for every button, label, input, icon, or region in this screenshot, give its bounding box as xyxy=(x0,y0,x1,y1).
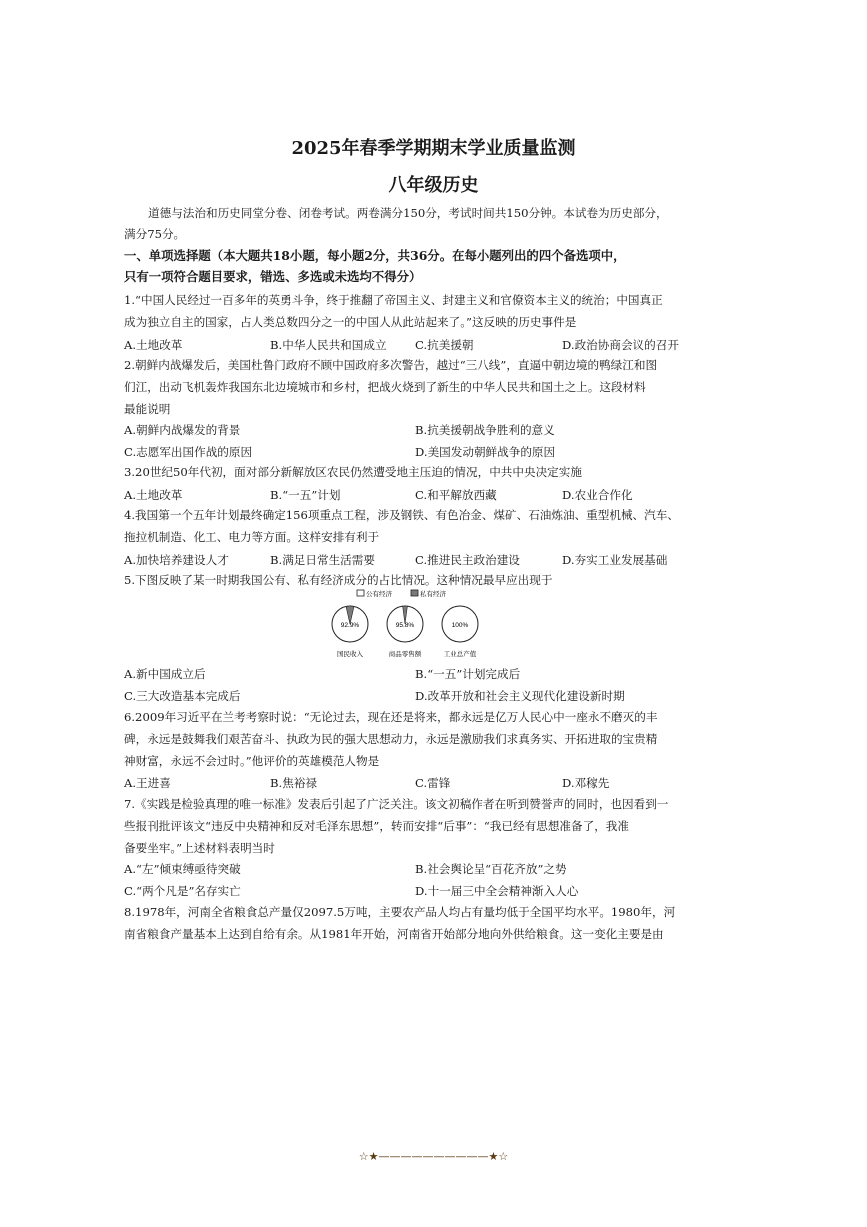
option-a: A.土地改革 xyxy=(124,488,183,502)
option-a: A.新中国成立后 xyxy=(124,667,206,681)
question-text: 最能说明 xyxy=(124,402,171,416)
option-d: D.改革开放和社会主义现代化建设新时期 xyxy=(415,689,625,703)
option-a: A.王进喜 xyxy=(124,776,171,790)
question-text: 6.2009年习近平在兰考考察时说：“无论过去，现在还是将来，都永远是亿万人民心中一座永不磨灭的丰 xyxy=(124,710,658,724)
option-b: B.满足日常生活需要 xyxy=(270,553,375,567)
option-a: A.加快培养建设人才 xyxy=(124,553,229,567)
option-b: B.“一五”计划完成后 xyxy=(415,667,521,681)
question-text: 南省粮食产量基本上达到自给有余。从1981年开始，河南省开始部分地向外供给粮食。这一变化主要是由 xyxy=(124,927,664,941)
question-text: 8.1978年，河南全省粮食总产量仅2097.5万吨，主要农产品人均占有量均低于全国平均水平。1980年，河 xyxy=(124,905,676,919)
pie-2-category-label: 商品零售额 xyxy=(388,651,422,658)
legend-swatch-public xyxy=(357,590,364,596)
pie-2-value-label: 95.8% xyxy=(395,622,415,629)
pie-3-category-label: 工业总产值 xyxy=(443,651,477,658)
option-c: C.推进民主政治建设 xyxy=(415,553,520,567)
question-text: 7.《实践是检验真理的唯一标准》发表后引起了广泛关注。该文初稿作者在听到赞誉声的同时，也因看到一 xyxy=(124,797,669,811)
question-text: 2.朝鲜内战爆发后，美国杜鲁门政府不顾中国政府多次警告，越过“三八线”，直逼中朝边境的鸭绿江和图 xyxy=(124,358,658,372)
question-text: 碑，永远是鼓舞我们艰苦奋斗、执政为民的强大思想动力，永远是激励我们求真务实、开拓进取的宝贵精 xyxy=(124,732,658,746)
page-footer-ornament: ☆★——————————★☆ xyxy=(358,1150,509,1163)
intro-line: 道德与法治和历史同堂分卷、闭卷考试。两卷满分150分，考试时间共150分钟。本试卷为历史部分， xyxy=(148,206,668,220)
option-c: C.志愿军出国作战的原因 xyxy=(124,445,253,459)
option-d: D.农业合作化 xyxy=(562,488,633,502)
pie-1-value-label: 92.9% xyxy=(340,622,360,629)
intro-line: 满分75分。 xyxy=(124,227,186,241)
economy-pie-charts xyxy=(327,588,487,660)
question-text: 5.下图反映了某一时期我国公有、私有经济成分的占比情况。这种情况最早应出现于 xyxy=(124,573,553,587)
exam-subtitle: 八年级历史 xyxy=(388,175,479,196)
option-d: D.政治协商会议的召开 xyxy=(562,338,679,352)
option-d: D.夯实工业发展基础 xyxy=(562,553,668,567)
question-text: 神财富，永远不会过时。”他评价的英雄模范人物是 xyxy=(124,754,380,768)
legend-label-public: 公有经济 xyxy=(366,591,392,598)
option-b: B.抗美援朝战争胜利的意义 xyxy=(415,423,555,437)
question-text: 成为独立自主的国家，占人类总数四分之一的中国人从此站起来了。”这反映的历史事件是 xyxy=(124,315,577,329)
question-text: 备要坐牢。”上述材料表明当时 xyxy=(124,841,275,855)
option-c: C.抗美援朝 xyxy=(415,338,474,352)
option-b: B.“一五”计划 xyxy=(270,488,341,502)
question-text: 些报刊批评该文“违反中央精神和反对毛泽东思想”，转而安排“后事”：“我已经有思想准备了，我准 xyxy=(124,819,629,833)
option-c: C.雷锋 xyxy=(415,776,451,790)
option-a: A.土地改革 xyxy=(124,338,183,352)
option-d: D.邓稼先 xyxy=(562,776,610,790)
option-b: B.社会舆论呈“百花齐放”之势 xyxy=(415,862,567,876)
exam-title: 2025年春季学期期末学业质量监测 xyxy=(291,138,576,159)
option-a: A.“左”倾束缚亟待突破 xyxy=(124,862,241,876)
option-b: B.中华人民共和国成立 xyxy=(270,338,387,352)
option-b: B.焦裕禄 xyxy=(270,776,317,790)
question-text: 1.“中国人民经过一百多年的英勇斗争，终于推翻了帝国主义、封建主义和官僚资本主义的统治；中国真正 xyxy=(124,293,663,307)
option-d: D.十一届三中全会精神渐入人心 xyxy=(415,884,579,898)
question-text: 们江，出动飞机轰炸我国东北边境城市和乡村，把战火烧到了新生的中华人民共和国土之上。这段材料 xyxy=(124,380,646,394)
pie-3-value-label: 100% xyxy=(451,622,469,629)
option-c: C.和平解放西藏 xyxy=(415,488,497,502)
option-c: C.“两个凡是”名存实亡 xyxy=(124,884,241,898)
legend-label-private: 私有经济 xyxy=(420,591,446,598)
question-text: 3.20世纪50年代初，面对部分新解放区农民仍然遭受地主压迫的情况，中共中央决定实施 xyxy=(124,465,582,479)
question-text: 4.我国第一个五年计划最终确定156项重点工程，涉及钢铁、有色冶金、煤矿、石油炼油、重型机械、汽车、 xyxy=(124,508,679,522)
section-heading: 只有一项符合题目要求，错选、多选或未选均不得分） xyxy=(124,269,422,284)
option-a: A.朝鲜内战爆发的背景 xyxy=(124,423,241,437)
pie-1-category-label: 国民收入 xyxy=(337,651,363,658)
legend-swatch-private xyxy=(411,590,418,596)
option-d: D.美国发动朝鲜战争的原因 xyxy=(415,445,556,459)
question-text: 拖拉机制造、化工、电力等方面。这样安排有利于 xyxy=(124,530,380,544)
option-c: C.三大改造基本完成后 xyxy=(124,689,241,703)
section-heading: 一、单项选择题（本大题共18小题，每小题2分，共36分。在每小题列出的四个备选项中， xyxy=(124,248,626,263)
